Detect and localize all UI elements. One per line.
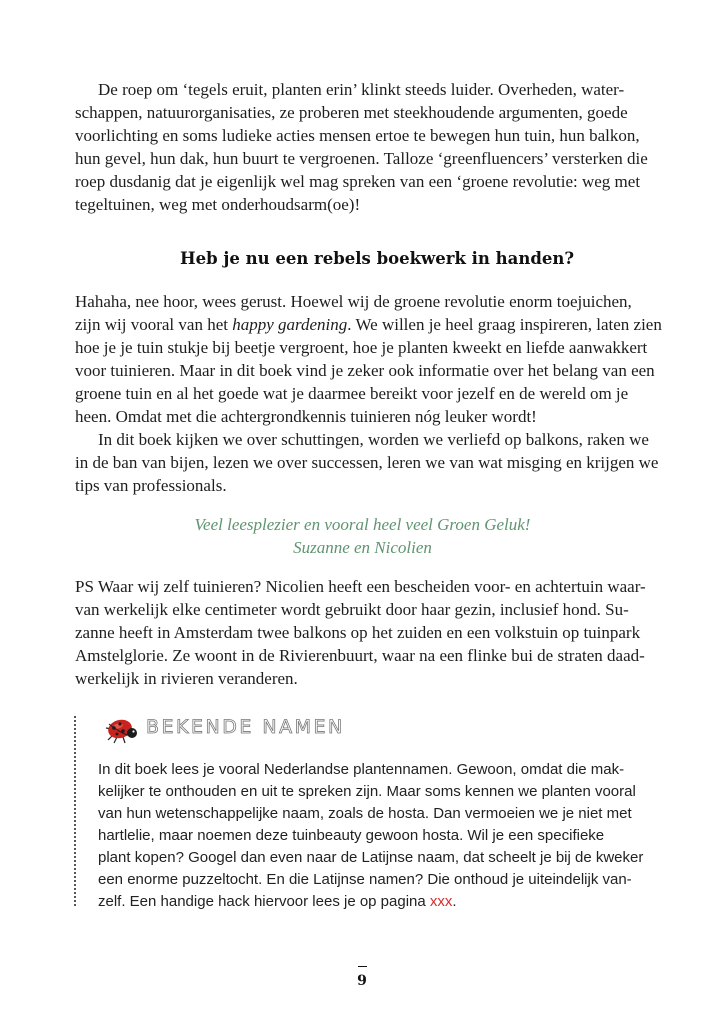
text-line: voor tuinieren. Maar in dit boek vind je zeker ook informatie over het belang van een bbox=[75, 361, 655, 380]
box-text-line: een enorme puzzeltocht. En die Latijnse namen? Die onthoud je uiteindelijk van- bbox=[98, 871, 632, 888]
page-reference-link[interactable]: xxx bbox=[429, 893, 453, 910]
ladybug-icon bbox=[101, 713, 141, 745]
box-text-line: hartlelie, maar noemen deze tuinbeauty gewoon hosta. Wil je een specifieke bbox=[98, 827, 605, 844]
box-text-line bbox=[98, 893, 457, 910]
text-line: heen. Omdat met die achtergrondkennis tuinieren nóg leuker wordt! bbox=[75, 407, 537, 426]
text-line bbox=[75, 315, 662, 335]
text-line: hun gevel, hun dak, hun buurt te vergroenen. Talloze ‘greenfluencers’ versterken die bbox=[75, 149, 648, 168]
text-line: hoe je je tuin stukje bij beetje vergroent, hoe je planten kweekt en liefde aanwakkert bbox=[75, 338, 648, 357]
emphasis-text: happy gardening bbox=[232, 315, 348, 334]
text-line: tegeltuinen, weg met onderhoudsarm(oe)! bbox=[75, 195, 361, 214]
box-title: BEKENDE NAMEN bbox=[146, 716, 345, 738]
text-line: tips van professionals. bbox=[75, 476, 227, 495]
text-line: Amstelglorie. Ze woont in de Rivierenbuurt, waar na een flinke bui de straten daad- bbox=[75, 646, 645, 665]
text-line: In dit boek kijken we over schuttingen, worden we verliefd op balkons, raken we bbox=[98, 430, 649, 449]
text-line: Hahaha, nee hoor, wees gerust. Hoewel wij de groene revolutie enorm toejuichen, bbox=[75, 292, 632, 311]
signoff-names: Suzanne en Nicolien bbox=[293, 538, 432, 557]
section-heading: Heb je nu een rebels boekwerk in handen? bbox=[180, 249, 575, 268]
box-text-line: plant kopen? Googel dan even naar de Latijnse naam, dat scheelt je bij de kweker bbox=[98, 849, 644, 866]
box-text-line: kelijker te onthouden en uit te spreken zijn. Maar soms kennen we planten vooral bbox=[98, 783, 636, 800]
page-number-value: 9 bbox=[357, 973, 367, 989]
text-segment: . bbox=[452, 893, 457, 910]
box-text-line: van hun wetenschappelijke naam, zoals de hosta. Dan vermoeien we je niet met bbox=[98, 805, 632, 822]
text-segment: . We willen je heel graag inspireren, laten zien bbox=[347, 315, 662, 334]
text-line: in de ban van bijen, lezen we over successen, leren we van wat misging en krijgen we bbox=[75, 453, 659, 472]
page-number bbox=[352, 966, 372, 989]
text-line: groene tuin en al het goede wat je daarmee bereikt voor jezelf en de wereld om je bbox=[75, 384, 629, 403]
text-segment: zijn wij vooral van het bbox=[75, 315, 233, 334]
text-line: schappen, natuurorganisaties, ze proberen met steekhoudende argumenten, goede bbox=[75, 103, 628, 122]
text-line: voorlichting en soms ludieke acties mensen ertoe te bewegen hun tuin, hun balkon, bbox=[75, 126, 640, 145]
page-number-dash bbox=[358, 966, 367, 967]
text-line: werkelijk in rivieren veranderen. bbox=[75, 669, 298, 688]
signoff-line: Veel leesplezier en vooral heel veel Groen Geluk! bbox=[194, 515, 531, 534]
text-segment: zelf. Een handige hack hiervoor lees je op pagina bbox=[98, 893, 430, 910]
text-line: zanne heeft in Amsterdam twee balkons op het zuiden en een volkstuin op tuinpark bbox=[75, 623, 641, 642]
box-text-line: In dit boek lees je vooral Nederlandse plantennamen. Gewoon, omdat die mak- bbox=[98, 761, 625, 778]
text-line: De roep om ‘tegels eruit, planten erin’ klinkt steeds luider. Overheden, water- bbox=[98, 80, 625, 99]
text-line: PS Waar wij zelf tuinieren? Nicolien heeft een bescheiden voor- en achtertuin waar- bbox=[75, 577, 646, 596]
text-line: van werkelijk elke centimeter wordt gebruikt door haar gezin, inclusief hond. Su- bbox=[75, 600, 629, 619]
text-line: roep dusdanig dat je eigenlijk wel mag spreken van een ‘groene revolutie: weg met bbox=[75, 172, 641, 191]
box-dotted-border bbox=[74, 716, 76, 906]
